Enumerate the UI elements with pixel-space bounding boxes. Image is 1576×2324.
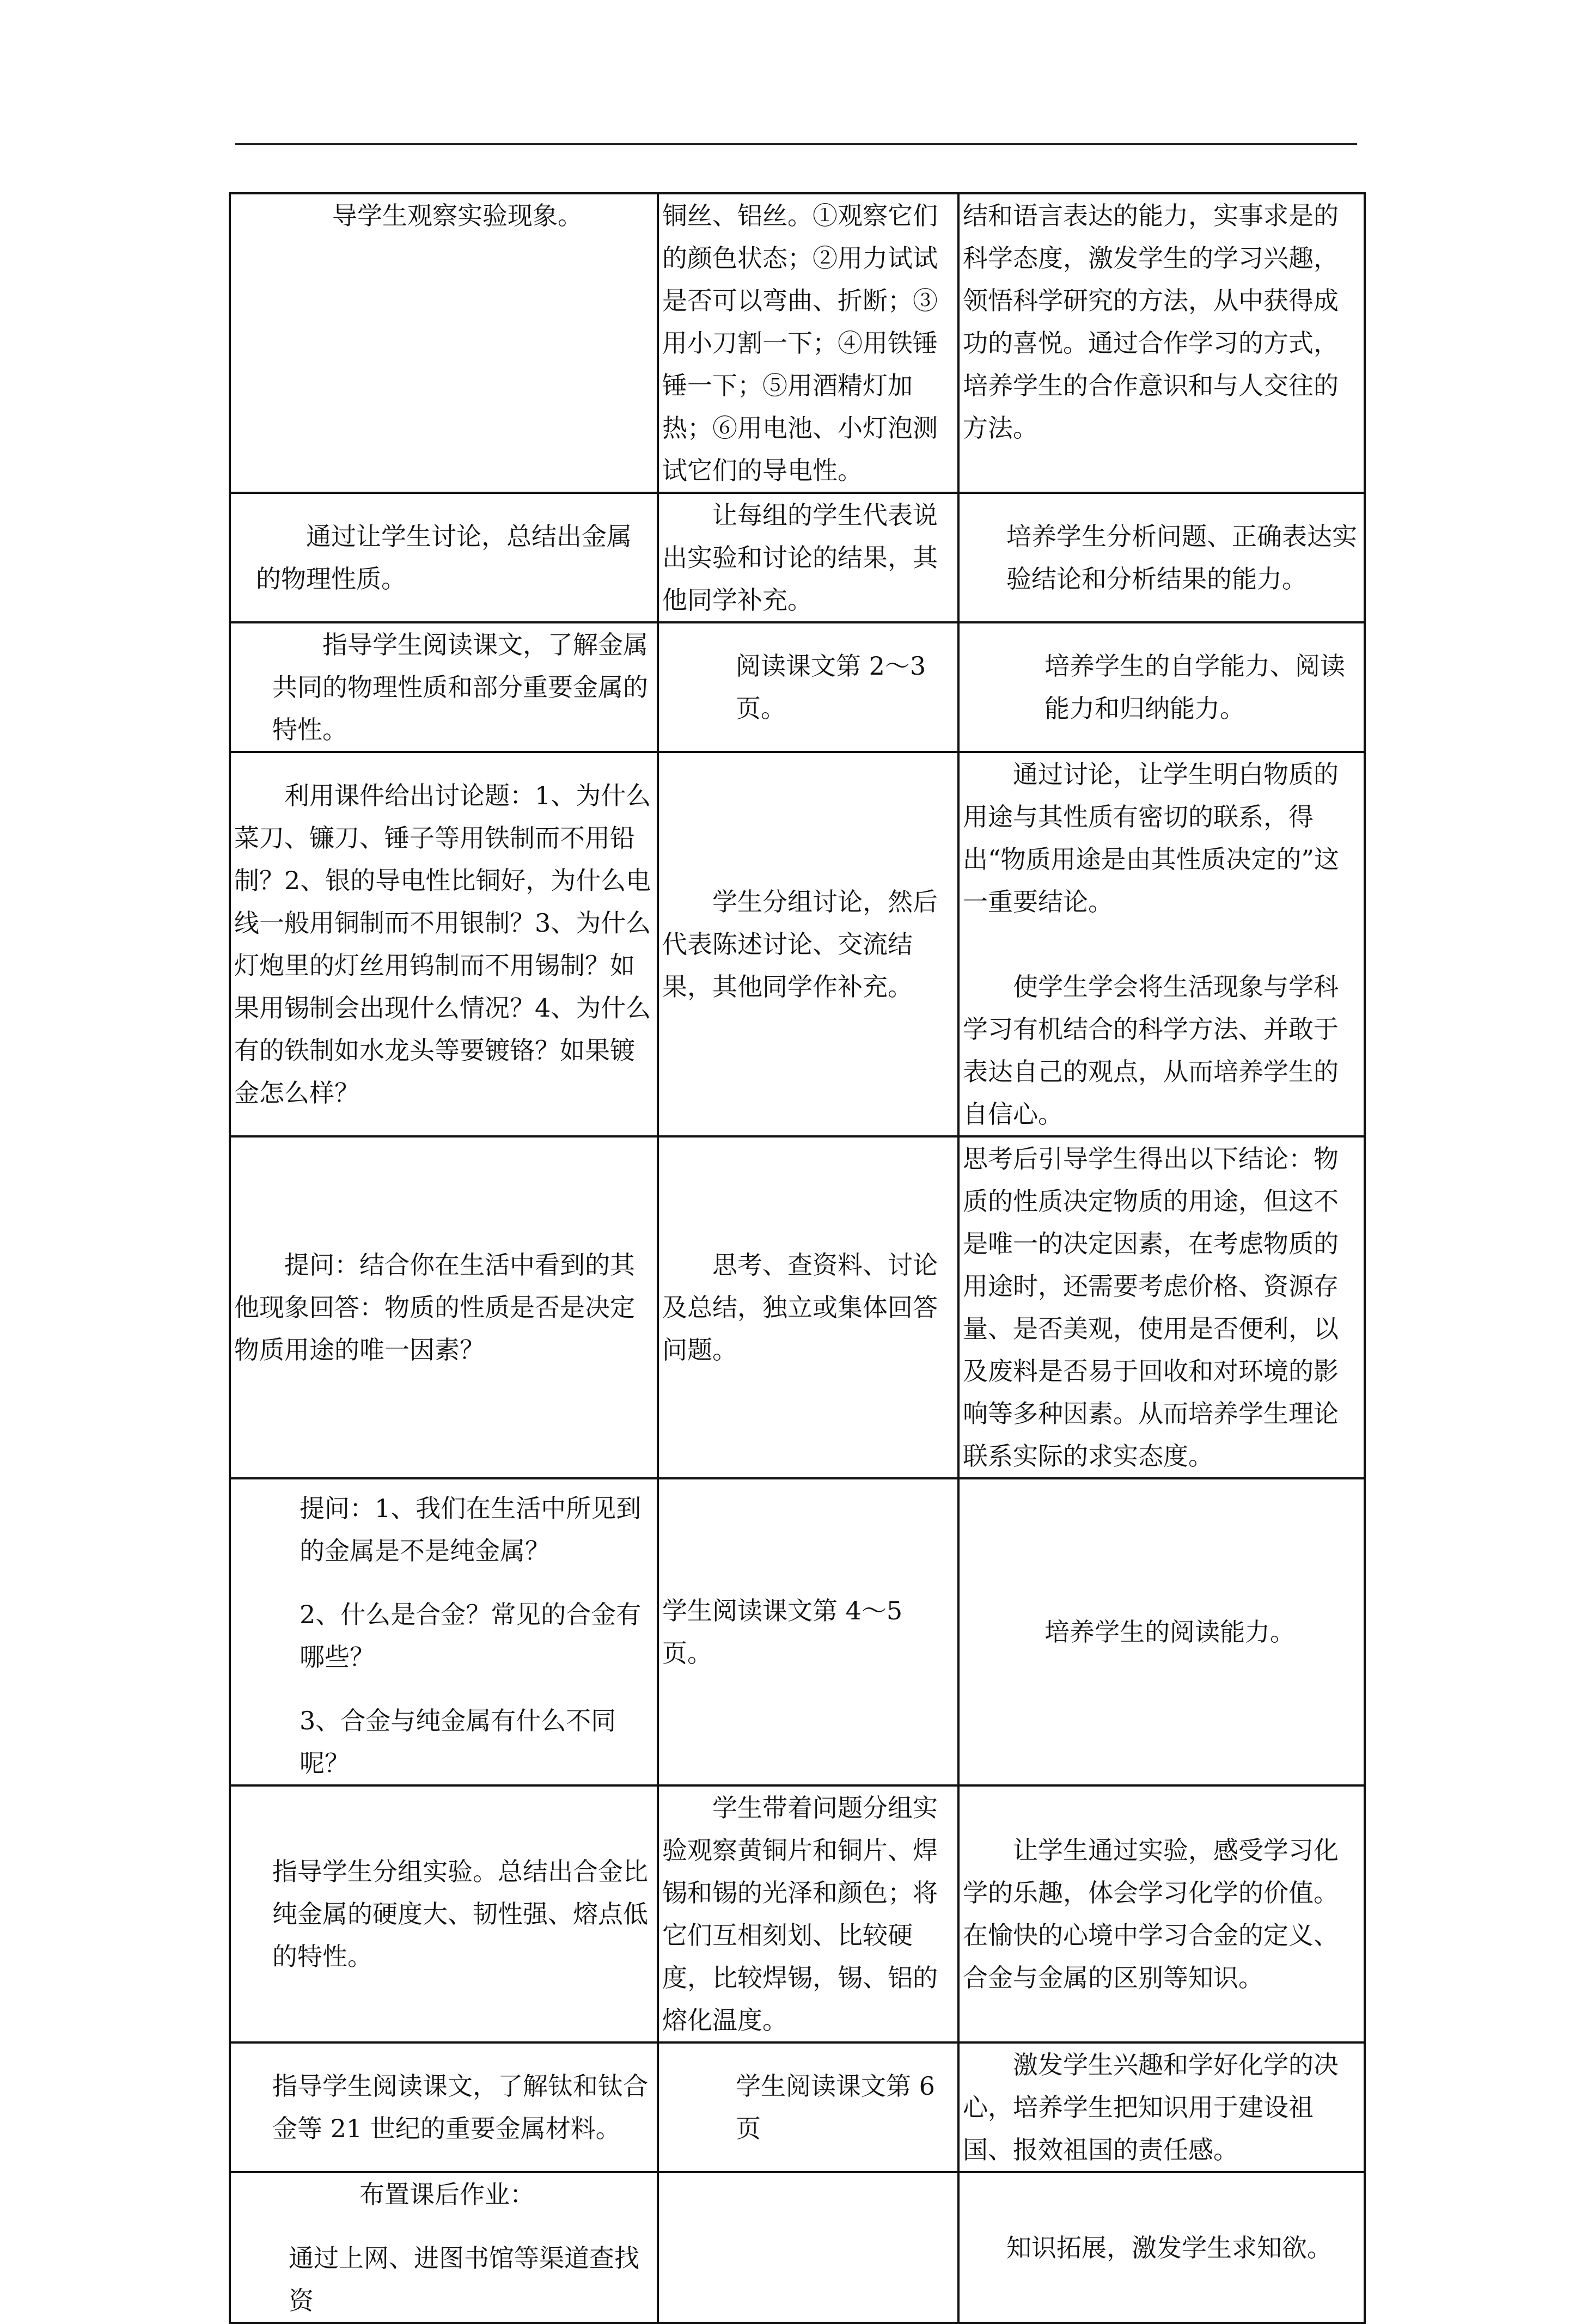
teacher-activity-cell	[230, 2042, 658, 2172]
design-intent-cell	[958, 2172, 1365, 2323]
cell-text: 布置课后作业：	[359, 2180, 535, 2209]
student-activity-cell	[658, 1478, 958, 1785]
table-row	[230, 1785, 1365, 2042]
student-activity-cell	[658, 1136, 958, 1478]
student-activity-cell	[658, 493, 958, 622]
teacher-activity-cell	[230, 193, 658, 493]
cell-text: 2、什么是合金？常见的合金有哪些？	[300, 1600, 642, 1672]
paragraph-gap	[234, 1678, 653, 1699]
student-activity-cell	[658, 2172, 958, 2323]
table-row	[230, 622, 1365, 752]
cell-text: 结和语言表达的能力，实事求是的科学态度，激发学生的学习兴趣，领悟科学研究的方法，从中获得成功的喜悦。通过合作学习的方式，培养学生的合作意识和与人交往的方法。	[963, 201, 1339, 443]
cell-text: 让学生通过实验，感受学习化学的乐趣，体会学习化学的价值。在愉快的心境中学习合金的定义、合金与金属的区别等知识。	[963, 1836, 1339, 1992]
cell-text: 学生阅读课文第 6 页	[736, 2071, 935, 2143]
design-intent-cell	[958, 752, 1365, 1136]
header-rule	[235, 143, 1357, 145]
teacher-activity-cell	[230, 493, 658, 622]
student-activity-cell	[658, 1785, 958, 2042]
table-row	[230, 193, 1365, 493]
cell-text: 思考后引导学生得出以下结论：物质的性质决定物质的用途，但这不是唯一的决定因素，在考虑物质的用途时，还需要考虑价格、资源存量、是否美观，使用是否便利，以及废料是否易于回收和对环境的影响等多种因素。从而培养学生理论联系实际的求实态度。	[963, 1144, 1339, 1471]
cell-text: 知识拓展，激发学生求知欲。	[1006, 2233, 1332, 2262]
table-row	[230, 493, 1365, 622]
student-activity-cell	[658, 622, 958, 752]
cell-text: 通过讨论，让学生明白物质的用途与其性质有密切的联系，得出“物质用途是由其性质决定的”这一重要结论。	[963, 760, 1340, 916]
cell-text: 提问：结合你在生活中看到的其他现象回答：物质的性质是否是决定物质用途的唯一因素？	[234, 1250, 635, 1365]
cell-text: 导学生观察实验现象。	[332, 201, 583, 230]
cell-text: 培养学生的阅读能力。	[1044, 1617, 1295, 1647]
cell-text: 指导学生阅读课文，了解金属共同的物理性质和部分重要金属的特性。	[272, 630, 648, 744]
table-row	[230, 2172, 1365, 2323]
cell-text: 使学生学会将生活现象与学科学习有机结合的科学方法、并敢于表达自己的观点，从而培养学生的自信心。	[963, 972, 1339, 1129]
design-intent-cell	[958, 1785, 1365, 2042]
lesson-plan-table	[229, 192, 1366, 2324]
design-intent-cell	[958, 622, 1365, 752]
paragraph-gap	[234, 1572, 653, 1593]
cell-text: 通过让学生讨论，总结出金属的物理性质。	[256, 522, 632, 594]
table-row	[230, 2042, 1365, 2172]
cell-text: 指导学生分组实验。总结出合金比纯金属的硬度大、韧性强、熔点低的特性。	[272, 1857, 648, 1971]
cell-text: 学生分组讨论，然后代表陈述讨论、交流结果，其他同学作补充。	[662, 887, 938, 1001]
table-row	[230, 1136, 1365, 1478]
design-intent-cell	[958, 1136, 1365, 1478]
cell-text: 阅读课文第 2～3 页。	[736, 651, 926, 723]
cell-text: 思考、查资料、讨论及总结，独立或集体回答问题。	[662, 1250, 938, 1365]
paragraph-gap	[963, 923, 1360, 965]
cell-text: 激发学生兴趣和学好化学的决心，培养学生把知识用于建设祖国、报效祖国的责任感。	[963, 2050, 1339, 2164]
teacher-activity-cell	[230, 2172, 658, 2323]
teacher-activity-cell	[230, 752, 658, 1136]
cell-text: 利用课件给出讨论题：1、为什么菜刀、镰刀、锤子等用铁制而不用铅制？2、银的导电性比铜好，为什么电线一般用铜制而不用银制？3、为什么灯炮里的灯丝用钨制而不用锡制？如果用锡制会出现什么情况？4、为什么有的铁制如水龙头等要镀铬？如果镀金怎么样？	[234, 781, 651, 1108]
teacher-activity-cell	[230, 1136, 658, 1478]
table-row	[230, 1478, 1365, 1785]
teacher-activity-cell	[230, 1785, 658, 2042]
teacher-activity-cell	[230, 1478, 658, 1785]
cell-text: 铜丝、铝丝。①观察它们的颜色状态；②用力试试是否可以弯曲、折断；③用小刀割一下；④用铁锤锤一下；⑤用酒精灯加热；⑥用电池、小灯泡测试它们的导电性。	[662, 201, 938, 485]
paragraph-gap	[234, 2216, 653, 2237]
student-activity-cell	[658, 2042, 958, 2172]
cell-text: 培养学生分析问题、正确表达实验结论和分析结果的能力。	[1006, 522, 1357, 594]
cell-text: 学生阅读课文第 4～5 页。	[662, 1596, 903, 1668]
student-activity-cell	[658, 193, 958, 493]
table-row	[230, 752, 1365, 1136]
cell-text: 学生带着问题分组实验观察黄铜片和铜片、焊锡和锡的光泽和颜色；将它们互相刻划、比较硬度，比较焊锡，锡、铝的熔化温度。	[662, 1793, 938, 2035]
cell-text: 提问：1、我们在生活中所见到的金属是不是纯金属？	[300, 1494, 642, 1565]
design-intent-cell	[958, 193, 1365, 493]
student-activity-cell	[658, 752, 958, 1136]
cell-text: 3、合金与纯金属有什么不同呢？	[300, 1706, 616, 1778]
cell-text: 通过上网、进图书馆等渠道查找资	[289, 2243, 639, 2315]
teacher-activity-cell	[230, 622, 658, 752]
design-intent-cell	[958, 493, 1365, 622]
cell-text: 指导学生阅读课文，了解钛和钛合金等 21 世纪的重要金属材料。	[272, 2071, 648, 2143]
design-intent-cell	[958, 2042, 1365, 2172]
cell-text: 培养学生的自学能力、阅读能力和归纳能力。	[1044, 651, 1345, 723]
design-intent-cell	[958, 1478, 1365, 1785]
cell-text: 让每组的学生代表说出实验和讨论的结果，其他同学补充。	[662, 500, 938, 615]
